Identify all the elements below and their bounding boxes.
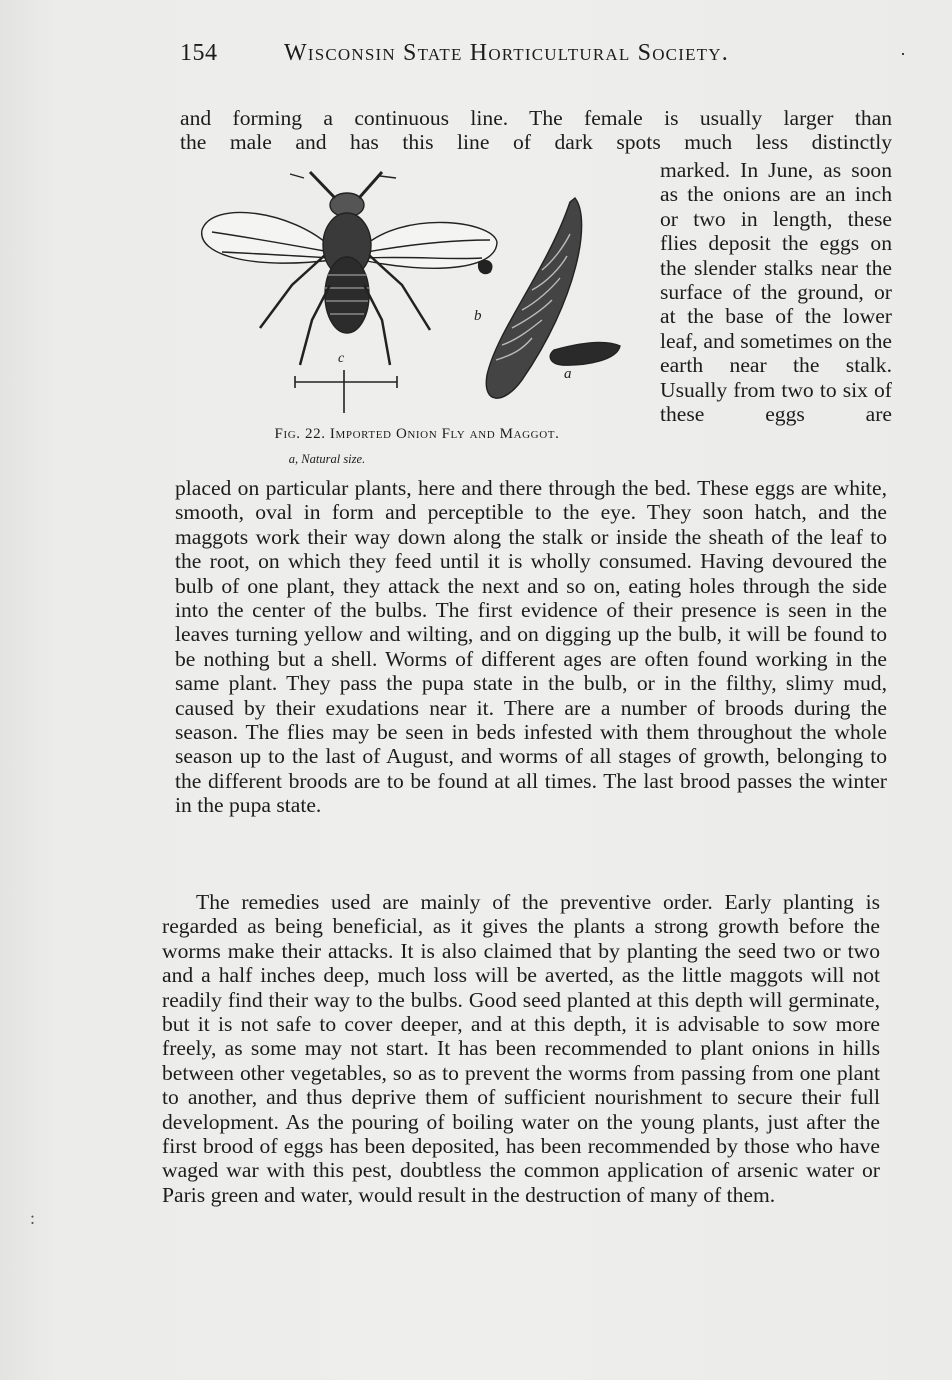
paragraph-eggs-and-maggots: placed on particular plants, here and there through the bed. These eggs are white, smooth, oval in form and perceptible to the eye. They soon hatch, and the maggots work their way down along the stalk or inside the sheath of the leaf to the root, on which they feed until it is wholly consumed. Having devoured the bulb of one plant, they attack the next and so on, eating holes through the side into the center of the bulbs. The first evidence of their presence is seen in the leaves turning yellow and wilting, and on digging up the bulb, it will be found to be nothing but a shell. Worms of different ages are often found working in the same plant. They pass the pupa state in the bulb, or in the filthy, slimy mud, caused by their exudations near it. There are a number of broods during the season. The flies may be seen in beds infested with them throughout the whole season up to the last of August, and worms of all stages of growth, belonging to the different broods are to be found at all times. The last brood passes the winter in the pupa state. (175, 476, 887, 818)
margin-mark: : (30, 1208, 36, 1228)
figure-subcaption: a, Natural size. (288, 452, 366, 466)
label-a: a (564, 366, 572, 382)
figure-onion-fly (192, 160, 642, 475)
header-mark: · (900, 44, 907, 64)
intro-line-1: and forming a continuous line. The female is usually larger than (180, 106, 892, 130)
figure-caption: Fig. 22. Imported Onion Fly and Maggot. (274, 426, 560, 442)
maggot-drawing (479, 198, 620, 398)
fly-and-maggot-illustration (192, 160, 642, 425)
running-title: Wisconsin State Horticultural Society. (284, 40, 729, 66)
side-column-text: marked. In June, as soon as the onions are an inch or two in length, these flies deposit the eggs on the slender stalks near the surface of the ground, or at the base of the lower leaf, and sometimes on the earth near the stalk. Usually from two to six of these eggs are (660, 158, 892, 427)
paragraph-remedies: The remedies used are mainly of the preventive order. Early planting is regarded as being beneficial, as it gives the plants a strong growth before the worms make their attacks. It is also claimed that by planting the seed two or two and a half inches deep, much loss will be averted, as the little maggots will not readily find their way to the bulbs. Good seed planted at this depth will germinate, but it is not safe to cover deeper, and at this depth, it is advisable to sow more freely, as some may not start. It has been recommended to plant onions in hills between other vegetables, so as to prevent the worms from passing from one plant to another, and thus deprive them of sufficient nourishment to secure their full development. As the pouring of boiling water on the young plants, just after the first brood of eggs has been deposited, has been recommended by those who have waged war with this pest, doubtless the common application of arsenic water or Paris green and water, would result in the destruction of many of them. (162, 890, 880, 1207)
page-number: 154 (180, 40, 218, 66)
label-c: c (338, 351, 345, 366)
page-header (180, 40, 907, 76)
intro-line-2: the male and has this line of dark spots much less distinctly (180, 130, 892, 154)
fly-drawing (202, 172, 497, 413)
label-b: b (474, 308, 482, 324)
